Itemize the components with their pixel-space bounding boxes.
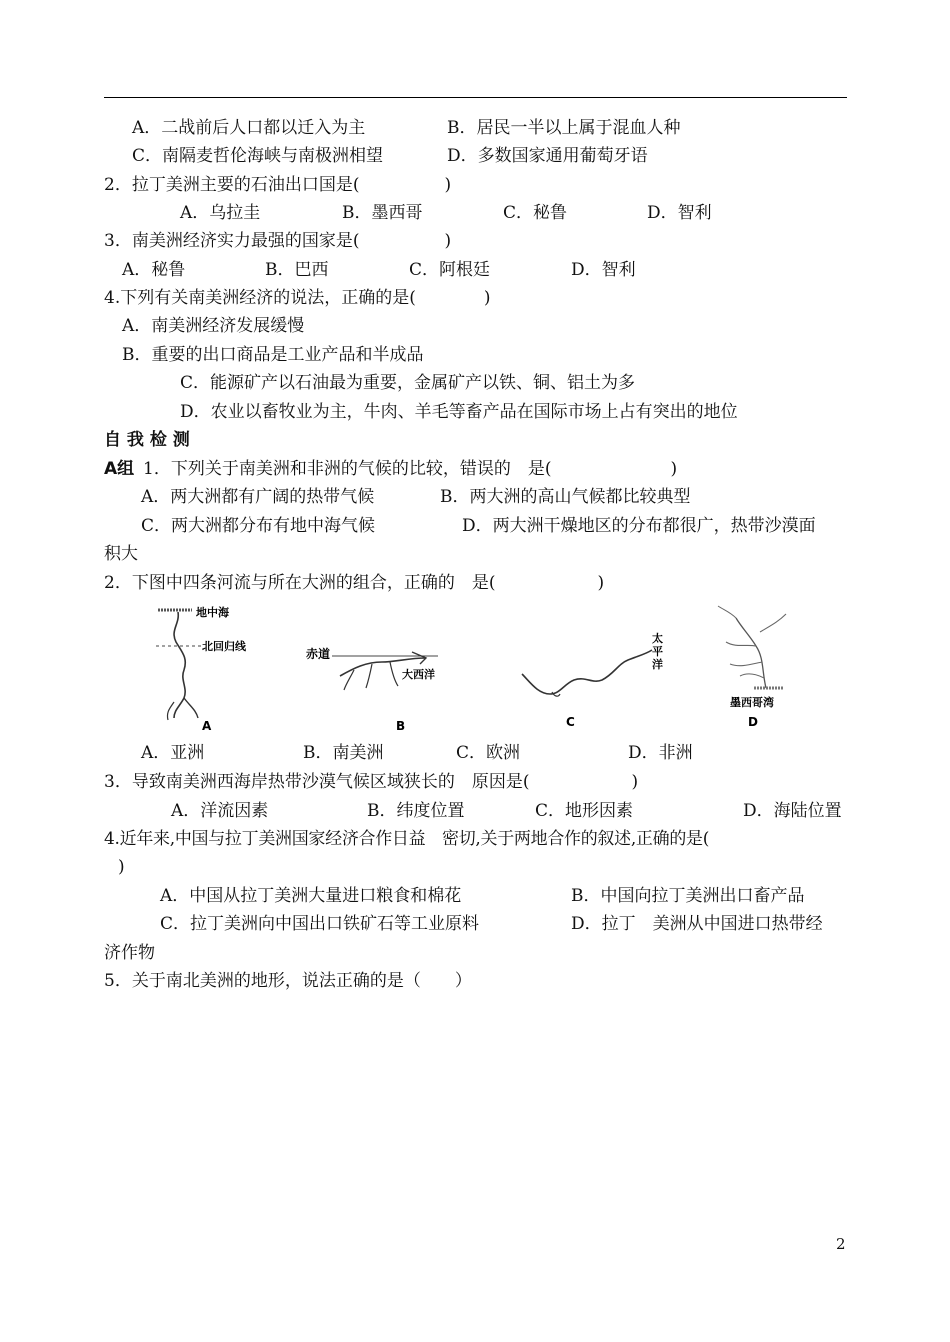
header-rule <box>104 97 847 98</box>
st-q4-option-d: D．拉丁 美洲从中国进口热带经 <box>571 914 823 934</box>
letter-b: B <box>396 719 406 732</box>
q2-option-d: D．智利 <box>647 203 712 223</box>
q4-option-c: C．能源矿产以石油最为重要，金属矿产以铁、铜、铝土为多 <box>180 373 636 393</box>
letter-c: C <box>566 715 575 729</box>
st-q2-option-b: B．南美洲 <box>303 743 384 763</box>
q1-option-b: B．居民一半以上属于混血人种 <box>447 118 681 138</box>
st-q2-stem: 2．下图中四条河流与所在大洲的组合，正确的 是( ) <box>104 573 605 593</box>
q1-option-c: C．南隔麦哲伦海峡与南极洲相望 <box>132 146 384 166</box>
st-q4-stem: 4.近年来,中国与拉丁美洲国家经济合作日益 密切,关于两地合作的叙述,正确的是( <box>104 829 710 849</box>
st-q4-option-d-cont: 济作物 <box>104 943 155 963</box>
q1-option-d: D．多数国家通用葡萄牙语 <box>447 146 648 166</box>
st-q1-option-d: D．两大洲干燥地区的分布都很广，热带沙漠面 <box>462 516 816 536</box>
river-figure <box>140 602 800 732</box>
river-c-map <box>522 631 663 729</box>
river-b-map <box>306 646 438 732</box>
letter-a: A <box>202 719 212 732</box>
q3-option-d: D．智利 <box>571 260 636 280</box>
river-a-map <box>156 605 247 732</box>
st-q3-option-a: A．洋流因素 <box>171 801 269 821</box>
label-atlantic: 大西洋 <box>402 668 435 681</box>
st-q4-stem-cont: ) <box>118 857 125 877</box>
letter-d: D <box>748 715 758 729</box>
label-pacific-2: 平 <box>652 645 663 658</box>
q2-option-c: C．秘鲁 <box>503 203 568 223</box>
st-q1-option-b: B．两大洲的高山气候都比较典型 <box>440 487 691 507</box>
st-q1-option-d-cont: 积大 <box>104 544 138 564</box>
st-q2-option-a: A．亚洲 <box>141 743 205 763</box>
label-mediterranean: 地中海 <box>196 606 229 619</box>
q4-option-b: B．重要的出口商品是工业产品和半成品 <box>122 345 424 365</box>
st-q2-option-d: D．非洲 <box>628 743 693 763</box>
st-q4-option-a: A．中国从拉丁美洲大量进口粮食和棉花 <box>160 886 462 906</box>
q3-option-c: C．阿根廷 <box>409 260 491 280</box>
st-q5-stem: 5．关于南北美洲的地形，说法正确的是（ ） <box>104 971 472 991</box>
q3-option-a: A．秘鲁 <box>122 260 186 280</box>
q2-stem: 2．拉丁美洲主要的石油出口国是( ) <box>104 175 452 195</box>
st-q3-stem: 3．导致南美洲西海岸热带沙漠气候区域狭长的 原因是( ) <box>104 772 639 792</box>
st-q3-option-c: C．地形因素 <box>535 801 634 821</box>
label-gulf-of-mexico: 墨西哥湾 <box>730 696 774 709</box>
q3-option-b: B．巴西 <box>265 260 329 280</box>
q2-option-a: A．乌拉圭 <box>180 203 261 223</box>
st-q4-option-c: C．拉丁美洲向中国出口铁矿石等工业原料 <box>160 914 480 934</box>
st-q1-option-c: C．两大洲都分布有地中海气候 <box>141 516 376 536</box>
q1-option-a: A．二战前后人口都以迁入为主 <box>132 118 366 138</box>
self-test-heading: 自 我 检 测 <box>104 430 190 450</box>
q2-option-b: B．墨西哥 <box>342 203 423 223</box>
q4-option-a: A．南美洲经济发展缓慢 <box>122 316 305 336</box>
q4-option-d: D．农业以畜牧业为主，牛肉、羊毛等畜产品在国际市场上占有突出的地位 <box>180 402 738 422</box>
st-q3-option-d: D．海陆位置 <box>743 801 842 821</box>
st-q4-option-b: B．中国向拉丁美洲出口畜产品 <box>571 886 805 906</box>
label-pacific-3: 洋 <box>652 658 663 671</box>
st-q3-option-b: B．纬度位置 <box>367 801 465 821</box>
group-a-label: A组 <box>104 459 135 479</box>
st-q2-option-c: C．欧洲 <box>456 743 521 763</box>
q3-stem: 3．南美洲经济实力最强的国家是( ) <box>104 231 452 251</box>
label-equator: 赤道 <box>306 647 331 661</box>
q4-stem: 4.下列有关南美洲经济的说法，正确的是( ) <box>104 288 491 308</box>
label-tropic-of-cancer: 北回归线 <box>202 640 246 653</box>
page-number: 2 <box>836 1235 846 1253</box>
river-d-map <box>718 606 786 729</box>
st-q1-option-a: A．两大洲都有广阔的热带气候 <box>141 487 375 507</box>
label-pacific-1: 太 <box>652 632 663 645</box>
st-q1-stem: 1．下列关于南美洲和非洲的气候的比较，错误的 是( ) <box>143 459 678 479</box>
